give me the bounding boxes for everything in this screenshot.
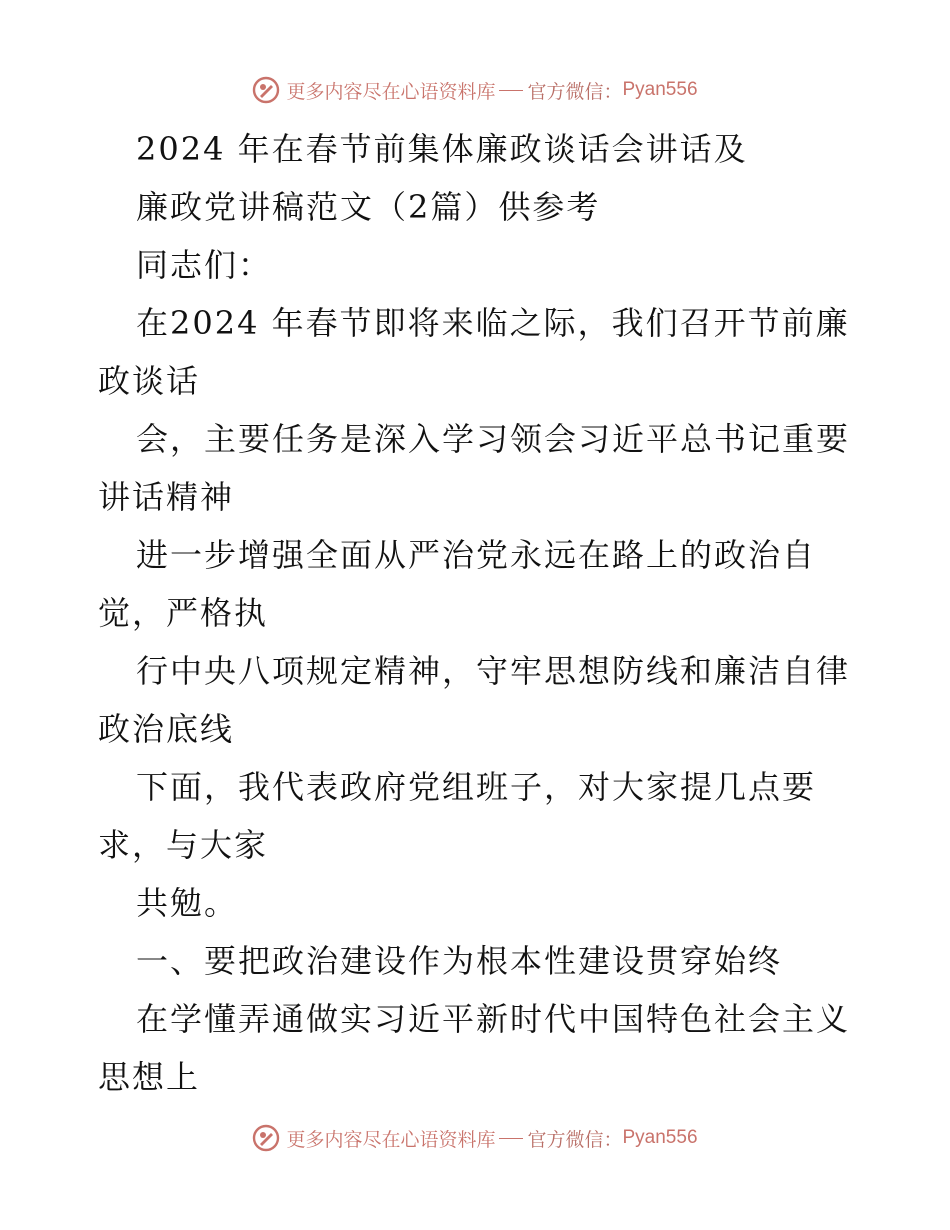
watermark-divider: [499, 1138, 523, 1139]
pen-logo-icon: [252, 1124, 280, 1152]
text-line: 政治底线: [98, 710, 235, 748]
text-line: 在2024 年春节即将来临之际，我们召开节前廉: [136, 304, 850, 342]
watermark-id: Pyan556: [622, 1127, 698, 1148]
watermark-footer: [0, 1118, 950, 1158]
text-line: 觉，严格执: [98, 594, 269, 632]
text-line: 一、要把政治建设作为根本性建设贯穿始终: [136, 942, 783, 980]
pen-logo-icon: [252, 76, 280, 104]
text-line: 廉政党讲稿范文（2篇）供参考: [136, 188, 601, 226]
text-line: 2024 年在春节前集体廉政谈话会讲话及: [136, 130, 748, 168]
text-line: 下面，我代表政府党组班子，对大家提几点要: [136, 768, 817, 806]
text-line: 思想上: [98, 1058, 201, 1096]
text-line: 在学懂弄通做实习近平新时代中国特色社会主义: [136, 1000, 851, 1038]
watermark-id: Pyan556: [622, 79, 698, 100]
watermark-brand: 更多内容尽在心语资料库: [286, 80, 496, 103]
text-line: 会，主要任务是深入学习领会习近平总书记重要: [136, 420, 851, 458]
text-line: 同志们：: [136, 246, 273, 284]
text-line: 进一步增强全面从严治党永远在路上的政治自: [136, 536, 817, 574]
document-body: [98, 120, 858, 1106]
watermark-label: 官方微信：: [527, 1128, 623, 1151]
watermark-brand: 更多内容尽在心语资料库: [286, 1128, 496, 1151]
watermark-divider: [499, 90, 523, 91]
watermark-label: 官方微信：: [527, 80, 623, 103]
text-line: 政谈话: [98, 362, 201, 400]
text-line: 讲话精神: [98, 478, 235, 516]
text-line: 求，与大家: [98, 826, 269, 864]
text-line: 行中央八项规定精神，守牢思想防线和廉洁自律: [136, 652, 851, 690]
watermark-header: [0, 70, 950, 110]
text-line: 共勉。: [136, 884, 239, 922]
